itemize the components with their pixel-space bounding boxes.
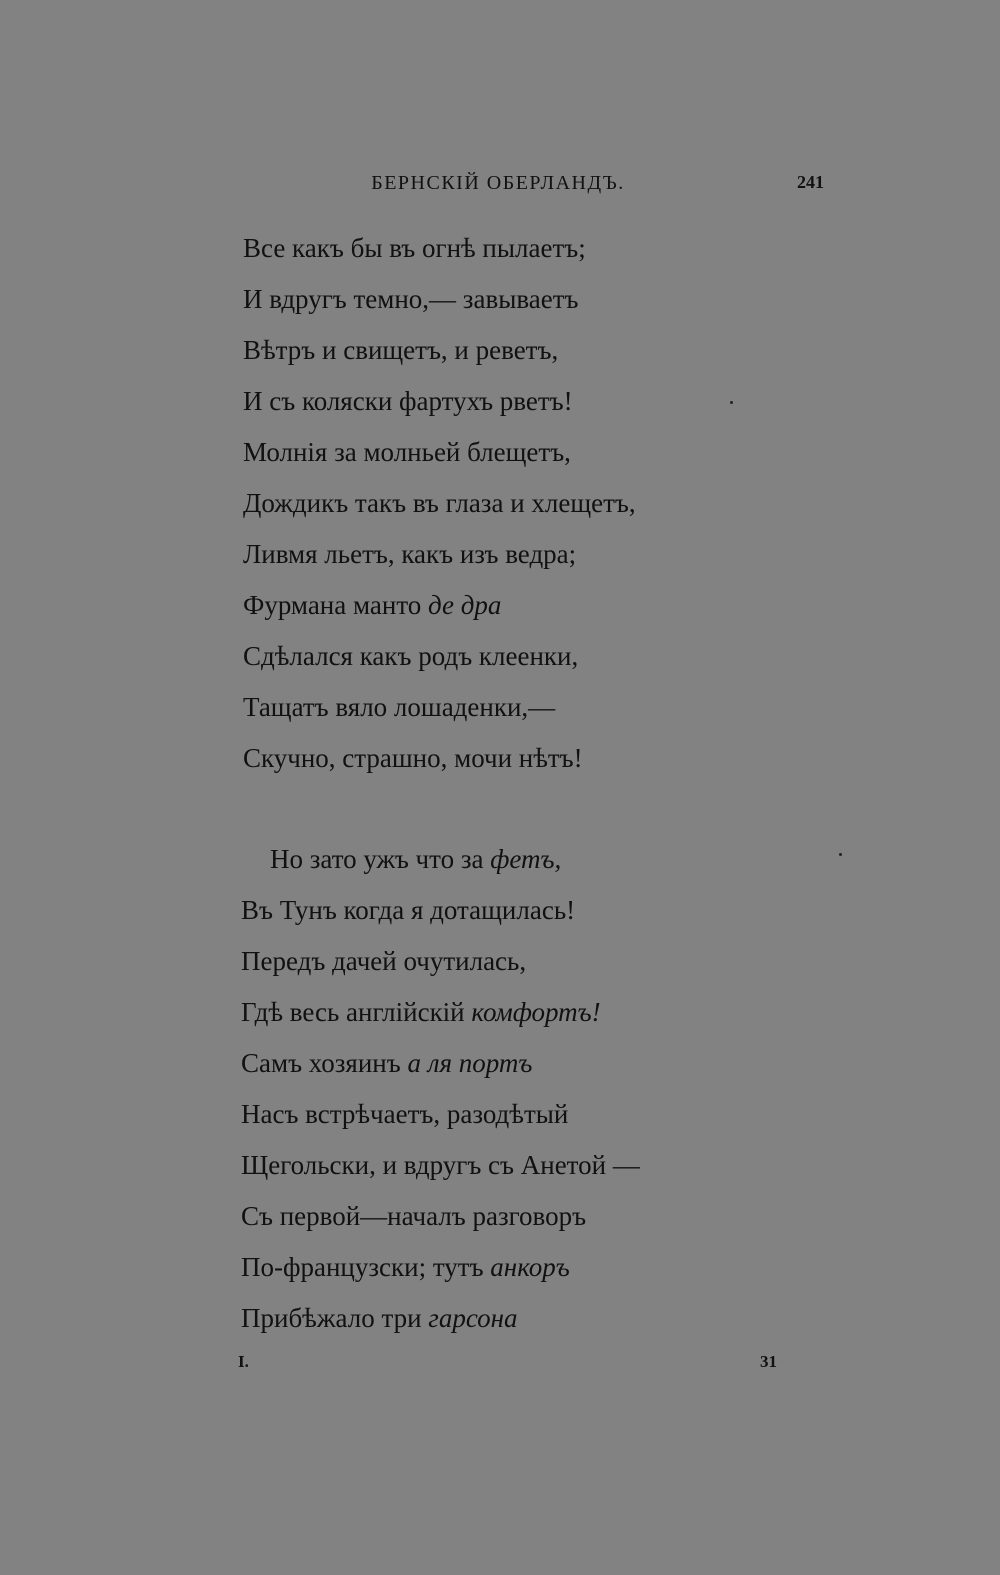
verse-line <box>241 1149 640 1181</box>
verse-text: И съ коляски фартухъ рветъ! <box>243 386 573 416</box>
verse-text: Фурмана манто <box>243 590 429 620</box>
verse-line <box>270 843 561 875</box>
verse-text: Скучно, страшно, мочи нѣтъ! <box>243 743 583 773</box>
verse-text: Тащатъ вяло лошаденки,— <box>243 692 556 722</box>
verse-text: Сдѣлался какъ родъ клеенки, <box>243 641 579 671</box>
verse-line <box>243 283 578 315</box>
verse-text: Но зато ужъ что за <box>270 844 491 874</box>
verse-line <box>243 691 555 723</box>
verse-text: Молнія за молньей блещетъ, <box>243 437 571 467</box>
verse-text: Насъ встрѣчаетъ, разодѣтый <box>241 1099 569 1129</box>
verse-line <box>241 996 601 1028</box>
verse-line <box>243 334 558 366</box>
signature-mark: I. <box>238 1352 249 1371</box>
verse-line <box>241 1098 568 1130</box>
verse-line <box>243 385 573 417</box>
running-head-text: БЕРНСКІЙ ОБЕРЛАНДЪ. <box>371 172 625 194</box>
verse-text: И вдругъ темно,— завываетъ <box>243 284 579 314</box>
verse-text: Дождикъ такъ въ глаза и хлещетъ, <box>243 488 636 518</box>
verse-line <box>241 1302 518 1334</box>
italic-text: фетъ, <box>490 844 562 874</box>
italic-text: комфортъ! <box>471 997 601 1027</box>
verse-line <box>243 589 501 621</box>
verse-text: Ливмя льетъ, какъ изъ ведра; <box>243 539 577 569</box>
verse-line <box>243 640 578 672</box>
verse-line <box>243 232 586 264</box>
verse-line <box>243 742 583 774</box>
verse-line <box>241 894 575 926</box>
page-number: 241 <box>797 172 824 192</box>
running-head <box>0 172 1000 195</box>
verse-text: Щегольски, и вдругъ съ Анетой — <box>241 1150 640 1180</box>
sheet-number: 31 <box>760 1352 777 1371</box>
verse-line <box>243 436 571 468</box>
verse-text: Вѣтръ и свищетъ, и реветъ, <box>243 335 559 365</box>
verse-text: Гдѣ весь англійскій <box>241 997 472 1027</box>
verse-line <box>241 1251 570 1283</box>
verse-text: По-французски; тутъ <box>241 1252 491 1282</box>
verse-text: Все какъ бы въ огнѣ пылаетъ; <box>243 233 586 263</box>
italic-text: а ля портъ <box>407 1048 533 1078</box>
verse-text: Въ Тунъ когда я дотащилась! <box>241 895 576 925</box>
verse-text: Передъ дачей очутилась, <box>241 946 527 976</box>
verse-text: Съ первой—началъ разговоръ <box>241 1201 587 1231</box>
print-speck <box>730 401 733 404</box>
verse-line <box>241 1047 532 1079</box>
verse-text: Прибѣжало три <box>241 1303 429 1333</box>
italic-text: анкоръ <box>490 1252 570 1282</box>
print-speck <box>839 853 842 856</box>
verse-text: Самъ хозяинъ <box>241 1048 408 1078</box>
verse-line <box>241 1200 586 1232</box>
verse-line <box>241 945 526 977</box>
verse-line <box>243 538 576 570</box>
verse-line <box>243 487 636 519</box>
italic-text: гарсона <box>428 1303 518 1333</box>
italic-text: де дра <box>428 590 502 620</box>
